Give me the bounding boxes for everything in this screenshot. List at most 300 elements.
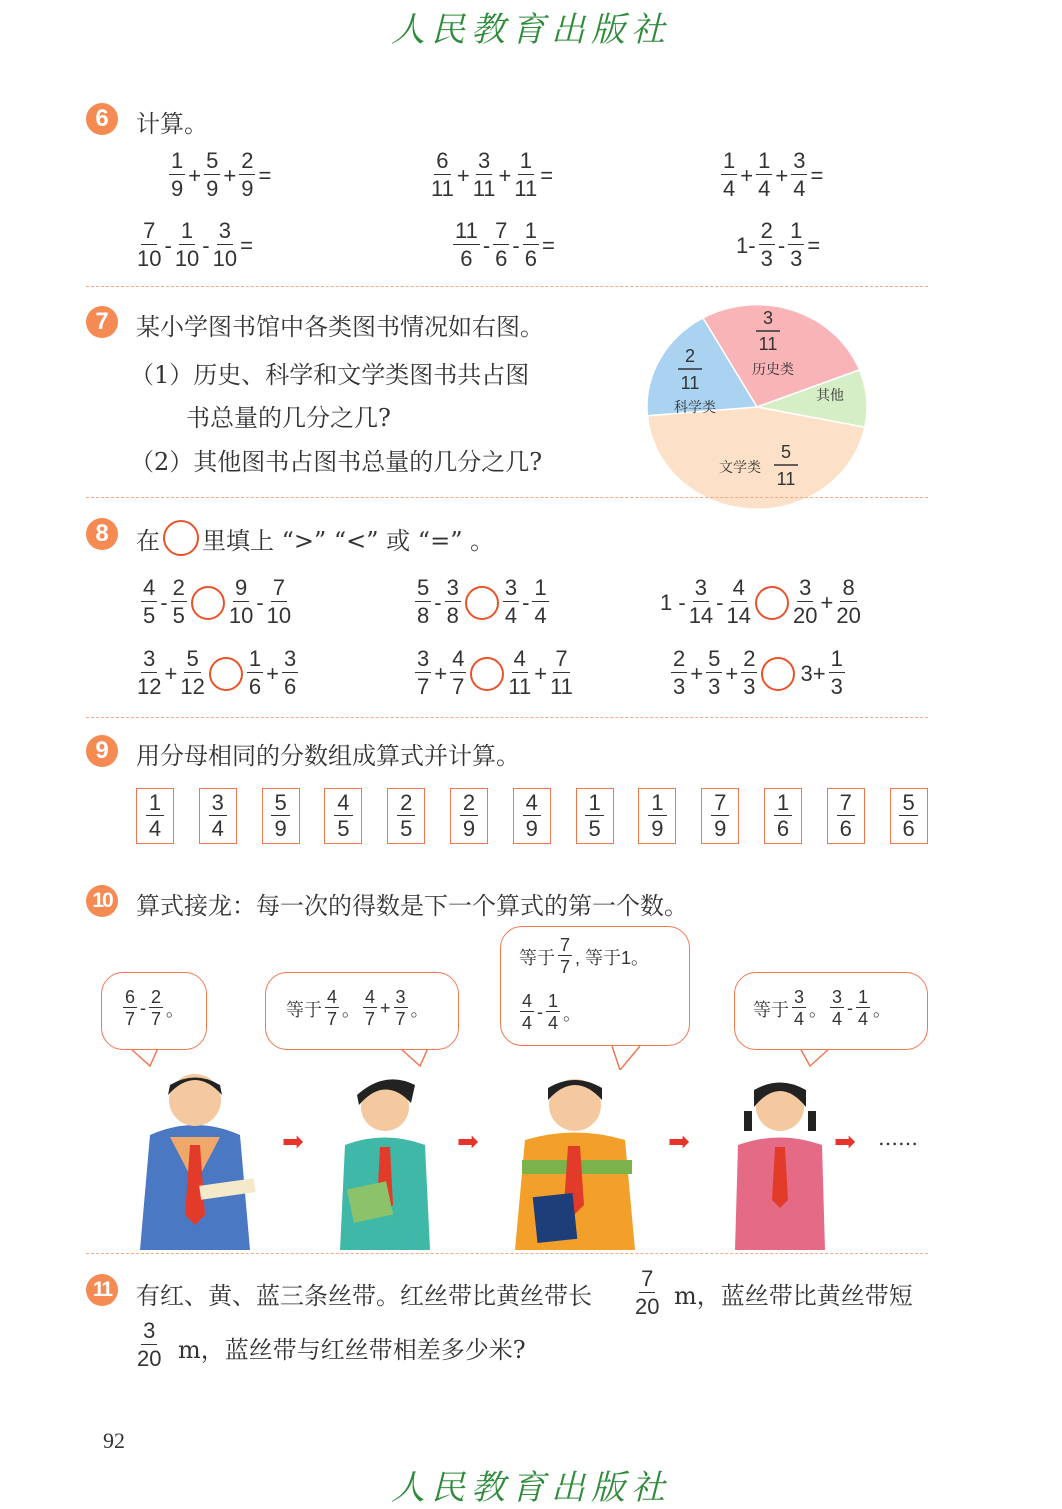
numerator: 4	[334, 791, 352, 816]
operator: +	[164, 660, 178, 686]
operator: -	[256, 589, 264, 615]
numerator: 3	[832, 987, 843, 1007]
fraction-card	[764, 788, 802, 844]
fraction	[721, 148, 737, 203]
q8-compare	[414, 575, 550, 630]
denominator: 10	[174, 246, 200, 271]
fraction	[239, 148, 255, 203]
operator: +	[725, 660, 739, 686]
q7-sub1: （1）历史、科学和文学类图书共占图	[130, 361, 530, 389]
denominator: 3	[673, 674, 686, 699]
numerator: 9	[234, 575, 248, 600]
numerator: 1	[830, 646, 843, 671]
pie-slice-literature	[647, 407, 864, 509]
denominator: 4	[211, 815, 224, 841]
denominator: 4	[793, 176, 806, 201]
science-frac-d: 11	[680, 373, 700, 393]
denominator: 8	[417, 603, 430, 628]
denominator: 4	[148, 815, 162, 841]
q6-expr	[430, 148, 555, 203]
operator: 。	[410, 999, 429, 1020]
q8-compare	[414, 646, 574, 701]
numerator: 3	[793, 148, 806, 173]
fraction	[213, 218, 237, 273]
numerator: 2	[397, 791, 415, 816]
operator: -	[164, 232, 172, 258]
fraction	[363, 987, 377, 1030]
fraction	[180, 646, 204, 701]
operator: +	[223, 162, 237, 188]
denominator: 7	[452, 674, 465, 699]
compare-circle-icon	[761, 657, 795, 691]
operator: 。	[166, 999, 185, 1020]
q8-title	[136, 520, 494, 556]
numerator: 8	[842, 575, 855, 600]
fraction	[508, 646, 531, 701]
numerator: 4	[522, 991, 533, 1011]
q8-compare	[136, 646, 299, 701]
numerator: 1	[171, 148, 184, 173]
denominator: 20	[836, 603, 861, 628]
divider	[86, 286, 928, 287]
denominator: 7	[560, 957, 571, 977]
numerator: 4	[327, 987, 338, 1007]
fraction	[229, 575, 253, 630]
denominator: 7	[151, 1009, 162, 1029]
operator: +	[380, 998, 391, 1018]
fraction	[793, 575, 817, 630]
numerator: 3	[446, 575, 459, 600]
denominator: 5	[588, 815, 601, 841]
operator: -	[202, 232, 210, 258]
operator: -	[434, 589, 442, 615]
fraction	[836, 575, 860, 630]
history-label: 历史类	[752, 362, 794, 378]
fraction	[829, 646, 845, 701]
numerator: 5	[899, 791, 917, 816]
operator: 3+	[800, 660, 826, 686]
fraction	[671, 646, 687, 701]
operator: +	[820, 589, 834, 615]
operator: =	[258, 162, 272, 188]
denominator: 3	[743, 674, 756, 699]
numerator: 1	[534, 575, 547, 600]
denominator: 5	[143, 603, 156, 628]
fraction	[727, 575, 751, 630]
numerator: 4	[513, 646, 526, 671]
operator: =	[540, 162, 554, 188]
numerator: 5	[417, 575, 430, 600]
denominator: 3	[830, 674, 843, 699]
arrow-right-icon: ➡	[834, 1127, 856, 1157]
operator: -	[140, 998, 147, 1018]
continuation-ellipsis: ……	[878, 1126, 918, 1150]
numerator: 3	[694, 575, 708, 600]
q8-compare	[670, 646, 846, 701]
q10-title: 算式接龙：每一次的得数是下一个算式的第一个数。	[136, 892, 688, 920]
numerator: 1	[723, 148, 736, 173]
q6-expr	[452, 218, 557, 273]
fraction	[141, 575, 157, 630]
numerator: 2	[743, 646, 756, 671]
fraction	[450, 646, 466, 701]
operator: +	[534, 660, 548, 686]
numerator: 4	[732, 575, 745, 600]
operator: 等于	[286, 999, 322, 1020]
other-label: 其他	[816, 388, 844, 404]
operator: 1-	[736, 232, 756, 258]
numerator: 3	[218, 218, 231, 243]
fraction-card	[199, 788, 237, 844]
fraction	[204, 148, 220, 203]
fraction	[741, 646, 757, 701]
literature-label: 文学类	[719, 460, 761, 476]
fraction	[558, 935, 572, 978]
denominator: 11	[472, 176, 496, 201]
compare-circle-icon	[470, 657, 504, 691]
operator: -	[777, 232, 786, 258]
operator: -	[716, 589, 724, 615]
denominator: 10	[266, 603, 292, 628]
numerator: 3	[478, 148, 491, 173]
numerator: 4	[143, 575, 156, 600]
fraction	[453, 218, 480, 273]
operator: -	[537, 1002, 544, 1022]
fraction	[520, 991, 534, 1034]
denominator: 4	[522, 1013, 533, 1033]
fraction	[856, 987, 870, 1030]
numerator: 7	[711, 791, 729, 816]
numerator: 7	[272, 575, 285, 600]
denominator: 4	[534, 603, 547, 628]
denominator: 6	[524, 246, 537, 271]
fraction	[550, 646, 573, 701]
numerator: 2	[460, 791, 478, 816]
fraction	[267, 575, 291, 630]
denominator: 6	[460, 246, 473, 271]
operator: +	[690, 660, 704, 686]
numerator: 3	[794, 987, 805, 1007]
denominator: 9	[206, 176, 219, 201]
q6-expr	[136, 218, 255, 273]
denominator: 9	[714, 815, 727, 841]
operator: 。	[873, 999, 892, 1020]
denominator: 6	[495, 246, 508, 271]
publisher-header: 人民教育出版社	[391, 10, 671, 50]
operator: 1 -	[660, 589, 686, 615]
numerator: 4	[452, 646, 465, 671]
numerator: 1	[524, 218, 537, 243]
numerator: 5	[271, 791, 289, 816]
numerator: 5	[708, 646, 721, 671]
denominator: 3	[790, 246, 803, 271]
history-frac-d: 11	[758, 334, 778, 354]
q11-fraction-1: $\frac{7}{20}$	[635, 1266, 660, 1319]
fraction	[171, 575, 187, 630]
fraction-card	[387, 788, 425, 844]
fraction	[759, 218, 775, 273]
numerator: 4	[365, 987, 376, 1007]
numerator: 1	[519, 148, 532, 173]
fraction-card	[136, 788, 174, 844]
numerator: 2	[151, 987, 162, 1007]
operator: +	[775, 162, 789, 188]
operator: =	[240, 232, 253, 258]
book-pie-chart	[640, 290, 880, 525]
numerator: 3	[417, 646, 430, 671]
numerator: 7	[837, 791, 855, 816]
denominator: 3	[760, 246, 773, 271]
operator: +	[740, 162, 754, 188]
numerator: 6	[125, 987, 136, 1007]
fraction	[689, 575, 713, 630]
fraction	[175, 218, 199, 273]
denominator: 14	[726, 603, 751, 628]
divider	[86, 717, 928, 718]
numerator: 1	[146, 791, 164, 816]
operator: =	[807, 232, 821, 258]
science-label: 科学类	[674, 400, 716, 416]
q6-expr	[168, 148, 273, 203]
denominator: 7	[395, 1009, 406, 1029]
denominator: 11	[431, 176, 454, 201]
operator: -	[847, 998, 854, 1018]
denominator: 10	[212, 246, 238, 271]
q11-line1b: m，蓝丝带比黄丝带短	[674, 1282, 913, 1310]
arrow-right-icon: ➡	[668, 1127, 690, 1157]
fraction	[282, 646, 298, 701]
page-number: 92	[103, 1428, 125, 1453]
denominator: 4	[858, 1009, 869, 1029]
fraction-card	[890, 788, 928, 844]
operator: 。	[563, 1003, 582, 1024]
numerator: 7	[555, 646, 568, 671]
fraction	[415, 575, 431, 630]
fraction	[523, 218, 539, 273]
girl-2-illustration	[730, 1075, 830, 1250]
numerator: 1	[858, 987, 869, 1007]
q9-title: 用分母相同的分数组成算式并计算。	[136, 742, 520, 770]
circle-icon	[163, 520, 199, 556]
denominator: 9	[274, 815, 287, 841]
q6-title: 计算。	[136, 110, 208, 138]
compare-circle-icon	[209, 657, 243, 691]
literature-frac-n: 5	[780, 442, 792, 462]
q11-line1a: 有红、黄、蓝三条丝带。红丝带比黄丝带长	[136, 1282, 592, 1310]
denominator: 4	[548, 1013, 559, 1033]
denominator: 7	[365, 1009, 376, 1029]
numerator: 5	[206, 148, 219, 173]
operator: -	[160, 589, 168, 615]
operator: -	[482, 232, 491, 258]
q8-title-a: 在	[136, 526, 160, 555]
denominator: 6	[283, 674, 297, 699]
numerator: 3	[799, 575, 812, 600]
q7-sub1-cont: 书总量的几分之几?	[186, 404, 391, 432]
denominator: 7	[327, 1009, 338, 1029]
denominator: 11	[550, 674, 573, 699]
operator: =	[810, 162, 824, 188]
denominator: 7	[125, 1009, 136, 1029]
fraction-card	[638, 788, 676, 844]
compare-circle-icon	[465, 586, 499, 620]
q11-fraction-2: $\frac{3}{20}$	[137, 1318, 162, 1371]
operator: , 等于1。	[575, 947, 650, 968]
arrow-right-icon: ➡	[282, 1127, 304, 1157]
question-number-7: 7	[86, 306, 118, 338]
numerator: 2	[241, 148, 254, 173]
fraction	[788, 218, 804, 273]
fraction-card	[827, 788, 865, 844]
arrow-right-icon: ➡	[457, 1127, 479, 1157]
denominator: 5	[172, 603, 185, 628]
denominator: 14	[688, 603, 714, 628]
denominator: 3	[708, 674, 721, 699]
compare-circle-icon	[191, 586, 225, 620]
fraction	[532, 575, 548, 630]
fraction	[325, 987, 339, 1030]
fraction-card	[324, 788, 362, 844]
denominator: 6	[902, 815, 915, 841]
denominator: 20	[792, 603, 818, 628]
science-frac-n: 2	[684, 346, 696, 366]
denominator: 4	[504, 603, 518, 628]
numerator: 1	[790, 218, 803, 243]
q7-title: 某小学图书馆中各类图书情况如右图。	[136, 313, 544, 341]
denominator: 6	[248, 674, 262, 699]
fraction	[123, 987, 137, 1030]
numerator: 1	[758, 148, 771, 173]
numerator: 3	[504, 575, 518, 600]
speech-bubble-3	[500, 926, 690, 1046]
numerator: 1	[585, 791, 603, 816]
speech-bubble-4	[734, 972, 928, 1050]
literature-frac-d: 11	[776, 469, 796, 489]
operator: 等于	[519, 947, 555, 968]
denominator: 11	[514, 176, 538, 201]
numerator: 1	[248, 646, 262, 671]
fraction	[792, 987, 806, 1030]
fraction-card	[576, 788, 614, 844]
numerator: 4	[523, 791, 541, 816]
operator: +	[456, 162, 470, 188]
denominator: 12	[137, 674, 162, 699]
denominator: 7	[417, 674, 430, 699]
numerator: 2	[673, 646, 686, 671]
fraction-card	[513, 788, 551, 844]
numerator: 5	[186, 646, 199, 671]
fraction	[394, 987, 408, 1030]
operator: +	[434, 660, 448, 686]
numerator: 1	[774, 791, 792, 816]
denominator: 9	[462, 815, 476, 841]
fraction-cards	[136, 788, 936, 846]
denominator: 8	[446, 603, 459, 628]
numerator: 7	[560, 935, 571, 955]
fraction	[431, 148, 454, 203]
numerator: 3	[143, 646, 156, 671]
q6-expr	[734, 218, 822, 273]
fraction	[706, 646, 722, 701]
denominator: 6	[839, 815, 852, 841]
fraction	[445, 575, 461, 630]
q8-compare	[658, 575, 862, 630]
denominator: 4	[723, 176, 736, 201]
girl-1-illustration	[335, 1075, 435, 1250]
fraction	[514, 148, 537, 203]
question-number-11: 11	[86, 1274, 118, 1306]
fraction	[756, 148, 772, 203]
question-number-9: 9	[86, 735, 118, 767]
question-number-8: 8	[86, 518, 118, 550]
numerator: 2	[172, 575, 185, 600]
fraction	[137, 646, 161, 701]
operator: +	[188, 162, 202, 188]
fraction	[149, 987, 163, 1030]
fraction	[247, 646, 263, 701]
speech-bubble-1	[101, 972, 207, 1050]
numerator: 1	[180, 218, 194, 243]
fraction	[503, 575, 519, 630]
divider	[86, 497, 928, 498]
fraction	[493, 218, 509, 273]
denominator: 11	[508, 674, 532, 699]
speech-bubble-2	[265, 972, 459, 1050]
operator: +	[498, 162, 512, 188]
fraction-card	[262, 788, 300, 844]
q8-compare	[140, 575, 292, 630]
operator: 等于	[753, 999, 789, 1020]
divider	[86, 1253, 928, 1254]
operator: 。	[809, 999, 828, 1020]
compare-circle-icon	[755, 586, 789, 620]
operator: -	[512, 232, 520, 258]
numerator: 2	[760, 218, 773, 243]
fraction-card	[701, 788, 739, 844]
publisher-footer: 人民教育出版社	[391, 1468, 671, 1508]
fraction	[137, 218, 161, 273]
numerator: 3	[395, 987, 406, 1007]
denominator: 10	[228, 603, 254, 628]
history-frac-n: 3	[762, 308, 774, 328]
operator: -	[522, 589, 530, 615]
fraction	[830, 987, 844, 1030]
denominator: 4	[758, 176, 771, 201]
denominator: 9	[241, 176, 254, 201]
numerator: 7	[143, 218, 156, 243]
denominator: 5	[337, 815, 350, 841]
question-number-6: 6	[86, 103, 118, 135]
operator: +	[266, 660, 279, 686]
denominator: 12	[180, 674, 205, 699]
numerator: 11	[455, 218, 478, 243]
q7-sub2: （2）其他图书占图书总量的几分之几?	[130, 448, 543, 476]
denominator: 9	[171, 176, 184, 201]
fraction	[169, 148, 185, 203]
fraction	[415, 646, 431, 701]
q11-line2: m，蓝丝带与红丝带相差多少米?	[178, 1336, 526, 1364]
numerator: 7	[495, 218, 508, 243]
fraction	[546, 991, 560, 1034]
question-number-10: 10	[86, 885, 118, 917]
numerator: 1	[548, 991, 559, 1011]
denominator: 10	[137, 246, 162, 271]
denominator: 4	[794, 1009, 805, 1029]
fraction-card	[450, 788, 488, 844]
q6-expr	[720, 148, 825, 203]
fraction	[473, 148, 496, 203]
numerator: 1	[648, 791, 666, 816]
